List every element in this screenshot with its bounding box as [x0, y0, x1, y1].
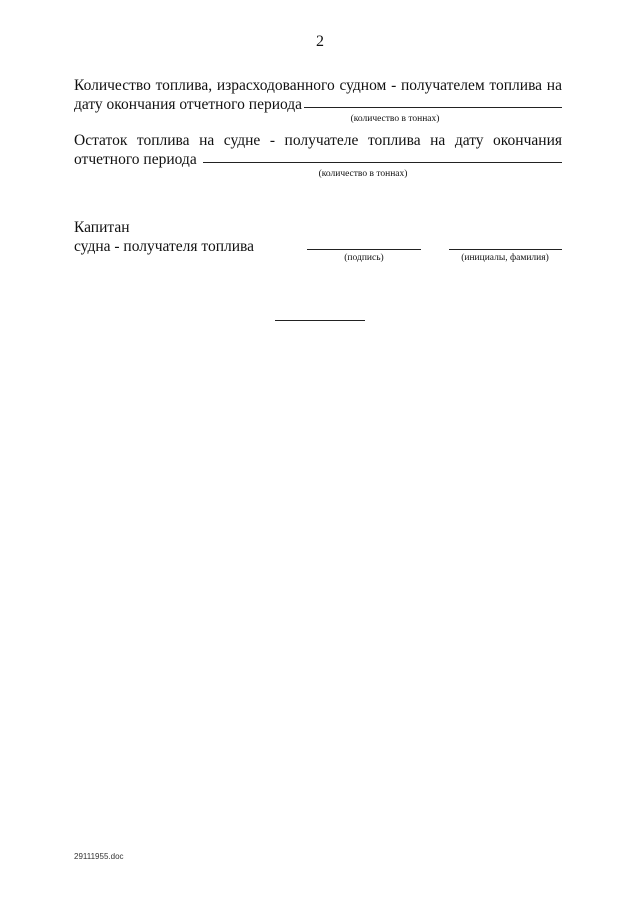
fuel-remaining-line-1: Остаток топлива на судне - получателе топлива на дату окончания [74, 132, 562, 149]
captain-label: Капитан [74, 219, 130, 236]
fuel-remaining-paragraph [74, 131, 562, 169]
fuel-remaining-line-2-text: отчетного периода [74, 151, 197, 168]
signature-line[interactable] [307, 249, 421, 250]
name-line[interactable] [449, 249, 562, 250]
fuel-remaining-caption: (количество в тоннах) [318, 169, 408, 179]
signature-caption: (подпись) [344, 253, 384, 263]
page-number: 2 [316, 33, 324, 50]
fuel-remaining-fill-line[interactable] [203, 149, 562, 163]
fuel-consumed-line-2-text: дату окончания отчетного периода [74, 96, 303, 113]
fuel-remaining-line-2 [74, 150, 562, 169]
vessel-recipient-label: судна - получателя топлива [74, 238, 255, 255]
footer-file-name: 29111955.doc [74, 852, 124, 861]
fuel-consumed-line-1: Количество топлива, израсходованного судном - получателем топлива на [74, 77, 562, 94]
fuel-consumed-line-2 [74, 95, 562, 114]
name-caption: (инициалы, фамилия) [461, 253, 549, 263]
fuel-consumed-paragraph [74, 76, 562, 114]
fuel-consumed-caption: (количество в тоннах) [350, 114, 440, 124]
closing-divider [275, 320, 365, 321]
fuel-consumed-fill-line[interactable] [304, 94, 562, 108]
